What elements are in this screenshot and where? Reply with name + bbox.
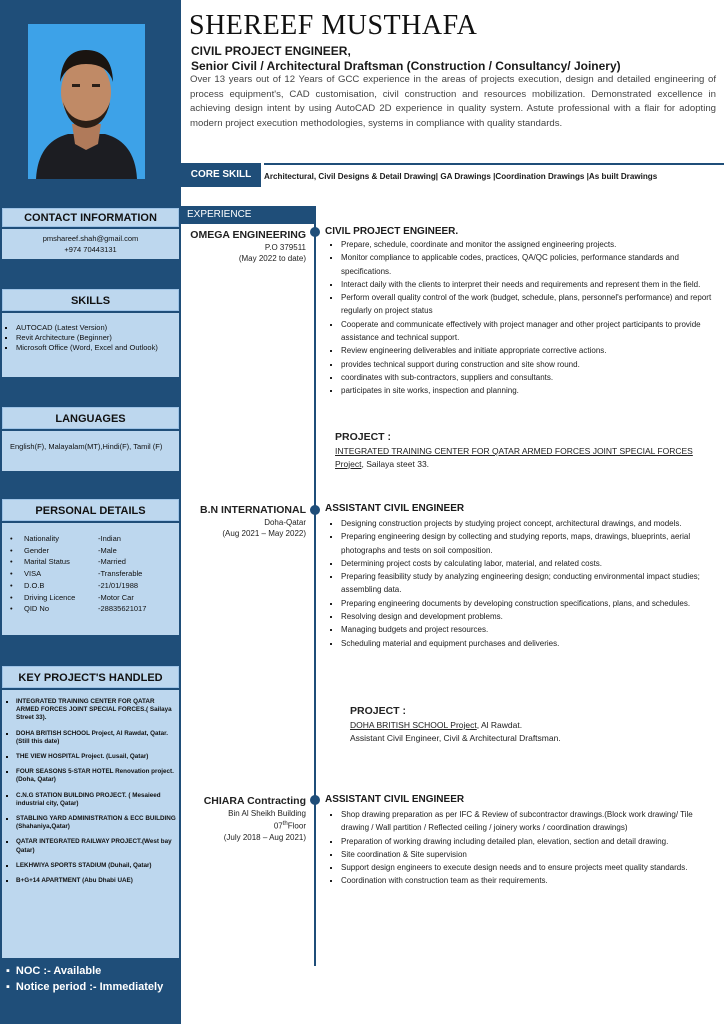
project-role: Assistant Civil Engineer, Civil & Architectural Draftsman. — [350, 732, 561, 743]
noc-status: NOC :- Available — [15, 965, 102, 977]
pd-value: -21/01/1988 — [98, 580, 139, 590]
key-project-item: ▪ INTEGRATED TRAINING CENTER FOR QATAR ARMED FORCES JOINT SPECIAL FORCES.( Sailaya Street 33). — [16, 698, 179, 723]
skills-title: SKILLS — [2, 289, 179, 311]
job-dates: (July 2018 – Aug 2021) — [223, 832, 306, 842]
profile-summary: Over 13 years out of 12 Years of GCC experience in the areas of projects execution, design and detailed engineering of process equipment's, CAD customisation, civil construction and resources mobilization. Demonstrated excellence in achieving design intent by using AutoCAD 2D experience in quality system. Astute professional with a flair for adopting modern project execution methodologies, systems in compliance with quality standards. — [190, 74, 716, 129]
contact-phone[interactable]: +974 70443131 — [64, 245, 117, 254]
duty-item: ▪ participates in site works, inspection and planning. — [341, 384, 717, 397]
key-project-item: ▪ FOUR SEASONS 5-STAR HOTEL Renovation project. (Doha, Qatar) — [16, 768, 179, 784]
job-title: ASSISTANT CIVIL ENGINEER — [325, 794, 465, 805]
pd-key: VISA — [24, 569, 42, 579]
key-project-item: ▪ C.N.G STATION BUILDING PROJECT. ( Mesaieed industrial city, Qatar) — [16, 792, 179, 808]
core-skill-text: Architectural, Civil Designs & Detail Drawing| GA Drawings |Coordination Drawings |As built Drawings — [264, 163, 724, 187]
sidebar — [0, 0, 181, 1024]
key-projects-title: KEY PROJECT'S HANDLED — [2, 666, 179, 688]
duty-item: ▪ Monitor compliance to applicable codes, practices, QA/QC policies, performance standards and specifications. — [341, 251, 717, 278]
notice-period: Notice period :- Immediately — [15, 981, 164, 993]
key-project-item: ▪ DOHA BRITISH SCHOOL Project, Al Rawdat, Qatar. (Still this date) — [16, 730, 179, 746]
job-project — [350, 704, 710, 744]
pd-key: QID No — [24, 604, 50, 614]
project-location: , Al Rawdat. — [476, 720, 523, 730]
job-title: CIVIL PROJECT ENGINEER. — [325, 226, 459, 237]
duty-item: ▪ Support design engineers to execute design needs and to ensure projects meet quality standards. — [341, 861, 717, 874]
job-title: ASSISTANT CIVIL ENGINEER — [325, 503, 465, 514]
company-name: OMEGA ENGINEERING — [190, 229, 306, 241]
timeline-dot — [310, 795, 320, 805]
contact-title: CONTACT INFORMATION — [2, 208, 179, 227]
duty-item: ▪ Scheduling material and equipment purchases and deliveries. — [341, 637, 717, 650]
duty-item: ▪ Designing construction projects by studying project concept, architectural drawings, and models. — [341, 517, 717, 530]
company-location: Bin Al Sheikh Building — [228, 809, 306, 818]
job-company-block — [181, 794, 306, 843]
key-project-item: ▪ QATAR INTEGRATED RAILWAY PROJECT.(West bay Qatar) — [16, 838, 179, 854]
duty-item: ▪ Prepare, schedule, coordinate and monitor the assigned engineering projects. — [341, 238, 717, 251]
job-company-block — [181, 228, 306, 264]
pd-key: Nationality — [24, 534, 60, 543]
skills-list — [2, 313, 179, 377]
project-name: INTEGRATED TRAINING CENTER FOR QATAR ARMED FORCES JOINT SPECIAL FORCES Project — [335, 446, 693, 469]
experience-label: EXPERIENCE — [181, 206, 314, 224]
pd-value: -Male — [98, 545, 117, 555]
job-dates: (May 2022 to date) — [238, 254, 306, 263]
pd-value: -Motor Car — [98, 592, 134, 602]
job-company-block — [181, 503, 306, 539]
timeline-line — [314, 206, 316, 966]
duty-item: ▪ Shop drawing preparation as per IFC & Review of subcontractor drawings.(Block work drawing/ Tile drawing / Wall partition / Reflected ceiling / joinery works / coordination drawings) — [341, 808, 717, 835]
pd-key: Gender — [24, 545, 50, 555]
profile-photo — [28, 24, 145, 179]
company-location: P.O 379511 — [264, 243, 306, 252]
timeline-dot — [310, 505, 320, 515]
duty-item: ▪ Managing budgets and project resources. — [341, 623, 717, 636]
key-project-item: ▪ THE VIEW HOSPITAL Project. (Lusail, Qatar) — [16, 753, 179, 761]
key-projects-list — [2, 690, 179, 958]
duty-item: ▪ Preparing engineering design by collecting and studying reports, maps, drawings, blueprints, aerial photographs and tests on soil composition. — [341, 530, 717, 557]
skill-item: ▪ AUTOCAD (Latest Version) — [16, 323, 179, 333]
job-duties — [327, 808, 717, 888]
pd-value: -Indian — [98, 534, 121, 543]
project-heading: PROJECT : — [335, 431, 392, 443]
core-skill-label: CORE SKILL — [181, 163, 261, 187]
skill-item: ▪ Revit Architecture (Beginner) — [16, 333, 179, 343]
duty-item: ▪ provides technical support during construction and site show round. — [341, 358, 717, 371]
company-floor: 07thFloor — [273, 821, 306, 831]
project-name: DOHA BRITISH SCHOOL Project — [350, 720, 477, 730]
duty-item: ▪ coordinates with sub-contractors, suppliers and consultants. — [341, 371, 717, 384]
personal-details: • Nationality -Indian • Gender -Male • Marital Status -Married • VISA -Transferable • D.O.B -21/01/1988 • Driving Licence -Motor Car • QID No -28835621017 — [2, 523, 179, 635]
pd-key: D.O.B — [24, 580, 45, 590]
key-project-item: ▪ B+G+14 APARTMENT (Abu Dhabi UAE) — [16, 877, 179, 885]
duty-item: ▪ Site coordination & Site supervision — [341, 848, 717, 861]
duty-item: ▪ Cooperate and communicate effectively with project manager and other project participants to provide assistance and technical support. — [341, 318, 717, 345]
job-duties — [327, 517, 717, 650]
pd-value: -Married — [98, 557, 126, 567]
role-title: CIVIL PROJECT ENGINEER, — [191, 44, 351, 58]
duty-item: ▪ Determining project costs by calculating labor, material, and related costs. — [341, 557, 717, 570]
pd-value: -28835621017 — [98, 604, 147, 614]
job-project — [335, 430, 710, 470]
pd-key: Driving Licence — [24, 592, 76, 602]
duty-item: ▪ Interact daily with the clients to interpret their needs and requirements and represent them in the field. — [341, 278, 717, 291]
duty-item: ▪ Perform overall quality control of the work (budget, schedule, plans, personnel's performance) and report regularly on project status — [341, 291, 717, 318]
job-duties — [327, 238, 717, 398]
duty-item: ▪ Coordination with construction team as their requirements. — [341, 874, 717, 887]
duty-item: ▪ Review engineering deliverables and initiate appropriate corrective actions. — [341, 344, 717, 357]
key-project-item: ▪ STABLING YARD ADMINISTRATION & ECC BUILDING (Shahaniya,Qatar) — [16, 815, 179, 831]
project-location: , Sailaya steet 33. — [361, 458, 430, 469]
duty-item: ▪ Preparing feasibility study by analyzing engineering design; conducting environmental impact studies; assembling data. — [341, 570, 717, 597]
pd-key: Marital Status — [24, 557, 70, 567]
personal-title: PERSONAL DETAILS — [2, 499, 179, 521]
contact-email[interactable]: pmshareef.shah@gmail.com — [42, 234, 139, 243]
pd-value: -Transferable — [98, 569, 143, 579]
languages-title: LANGUAGES — [2, 407, 179, 429]
duty-item: ▪ Preparing engineering documents by developing construction specifications, plans, and schedules. — [341, 597, 717, 610]
duty-item: ▪ Resolving design and development problems. — [341, 610, 717, 623]
skill-item: ▪ Microsoft Office (Word, Excel and Outlook) — [16, 343, 179, 353]
availability: ▪ NOC :- Available ▪ Notice period :- Immediately — [6, 965, 164, 993]
duty-item: ▪ Preparation of working drawing including detailed plan, elevation, section and detail drawing. — [341, 835, 717, 848]
role-subtitle: Senior Civil / Architectural Draftsman (Construction / Consultancy/ Joinery) — [191, 59, 621, 73]
languages-text: English(F), Malayalam(MT),Hindi(F), Tamil (F) — [2, 431, 179, 471]
key-project-item: ▪ LEKHWIYA SPORTS STADIUM (Duhail, Qatar) — [16, 862, 179, 870]
project-heading: PROJECT : — [350, 705, 407, 717]
company-name: CHIARA Contracting — [203, 795, 306, 807]
candidate-name: SHEREEF MUSTHAFA — [189, 10, 478, 41]
timeline-dot — [310, 227, 320, 237]
job-dates: (Aug 2021 – May 2022) — [222, 529, 306, 538]
company-location: Doha-Qatar — [264, 518, 306, 527]
company-name: B.N INTERNATIONAL — [200, 504, 306, 516]
